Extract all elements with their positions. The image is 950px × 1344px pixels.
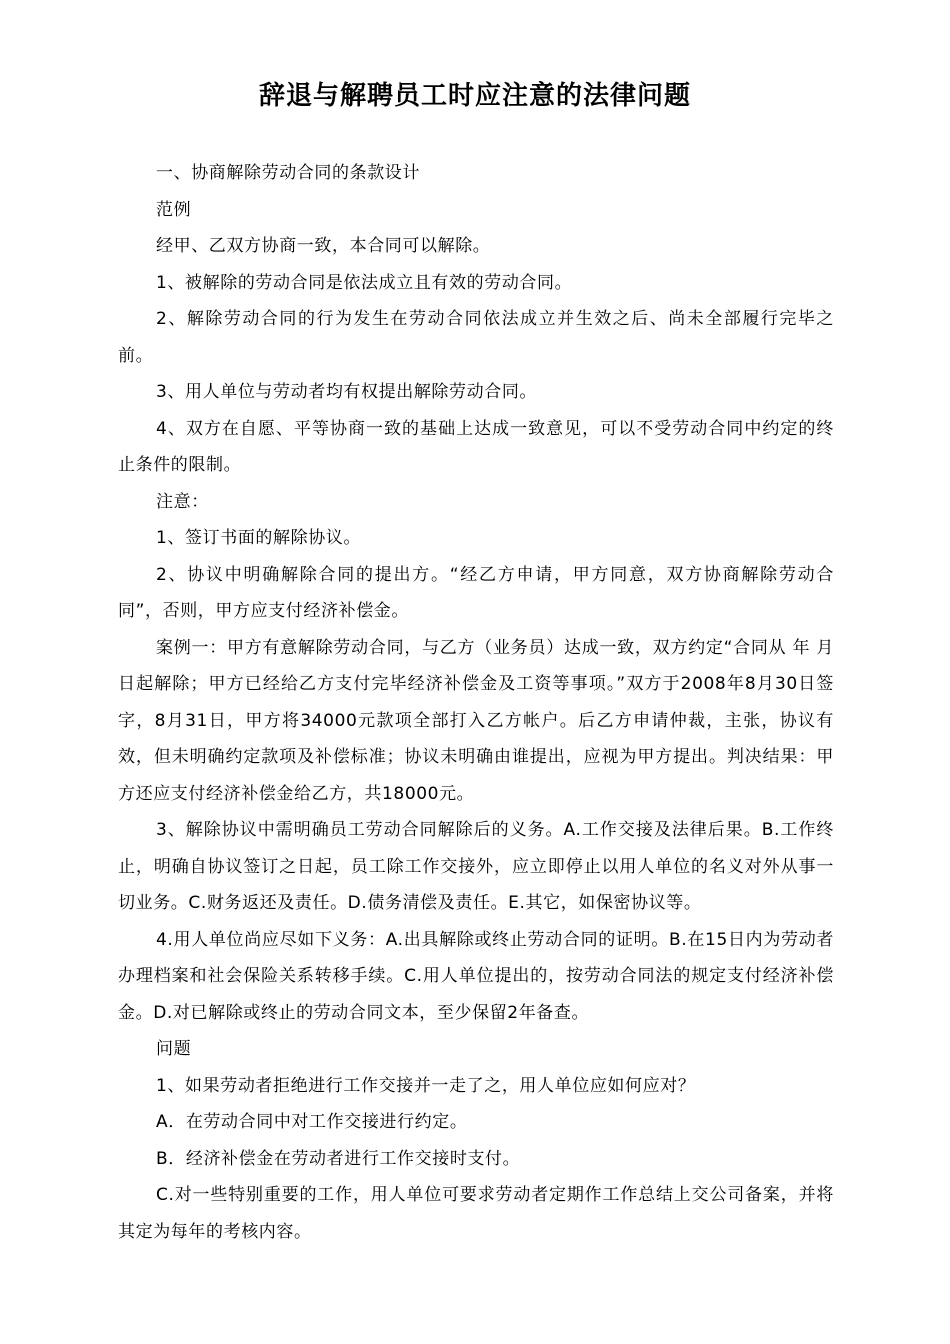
document-body [118, 155, 834, 1250]
document-title: 辞退与解聘员工时应注意的法律问题 [258, 81, 691, 111]
paragraph: 4、双方在自愿、平等协商一致的基础上达成一致意见，可以不受劳动合同中约定的终止条件的限制。 [118, 418, 834, 475]
paragraph: 1、被解除的劳动合同是依法成立且有效的劳动合同。 [156, 272, 573, 293]
paragraph: 3、用人单位与劳动者均有权提出解除劳动合同。 [156, 382, 538, 402]
answer-paragraph: C.对一些特别重要的工作，用人单位可要求劳动者定期作工作总结上交公司备案，并将其定为每年的考核内容。 [118, 1185, 834, 1242]
case-paragraph: 案例一：甲方有意解除劳动合同，与乙方（业务员）达成一致，双方约定“合同从 年 月 日起解除；甲方已经给乙方支付完毕经济补偿金及工资等事项。”双方于2008年8月30日签字，8月31日，甲方将34000元款项全部打入乙方帐户。后乙方申请仲裁，主张，协议有效，但未明确约定款项及补偿标准；协议未明确由谁提出，应视为甲方提出。判决结果：甲方还应支付经济补偿金给乙方，共18000元。 [118, 637, 834, 804]
section-heading: 一、协商解除劳动合同的条款设计 [156, 163, 420, 183]
paragraph: 3、解除协议中需明确员工劳动合同解除后的义务。A.工作交接及法律后果。B.工作终止，明确自协议签订之日起，员工除工作交接外，应立即停止以用人单位的名义对外从事一切业务。C.财务返还及责任。D.债务清偿及责任。E.其它，如保密协议等。 [118, 820, 834, 913]
paragraph: 注意： [156, 491, 209, 512]
paragraph: 2、协议中明确解除合同的提出方。“经乙方申请，甲方同意，双方协商解除劳动合同”，否则，甲方应支付经济补偿金。 [118, 564, 834, 621]
paragraph: 经甲、乙双方协商一致，本合同可以解除。 [156, 236, 491, 256]
answer-paragraph: B．经济补偿金在劳动者进行工作交接时支付。 [156, 1148, 521, 1169]
paragraph: 范例 [156, 199, 192, 220]
paragraph: 2、解除劳动合同的行为发生在劳动合同依法成立并生效之后、尚未全部履行完毕之前。 [118, 309, 834, 366]
paragraph: 4.用人单位尚应尽如下义务：A.出具解除或终止劳动合同的证明。B.在15日内为劳动者办理档案和社会保险关系转移手续。C.用人单位提出的，按劳动合同法的规定支付经济补偿金。D.对已解除或终止的劳动合同文本，至少保留2年备查。 [118, 929, 834, 1023]
answer-paragraph: A．在劳动合同中对工作交接进行约定。 [156, 1112, 468, 1132]
paragraph: 1、签订书面的解除协议。 [156, 528, 362, 548]
paragraph: 问题 [156, 1039, 192, 1059]
question-paragraph: 1、如果劳动者拒绝进行工作交接并一走了之，用人单位应如何应对？ [156, 1075, 696, 1096]
